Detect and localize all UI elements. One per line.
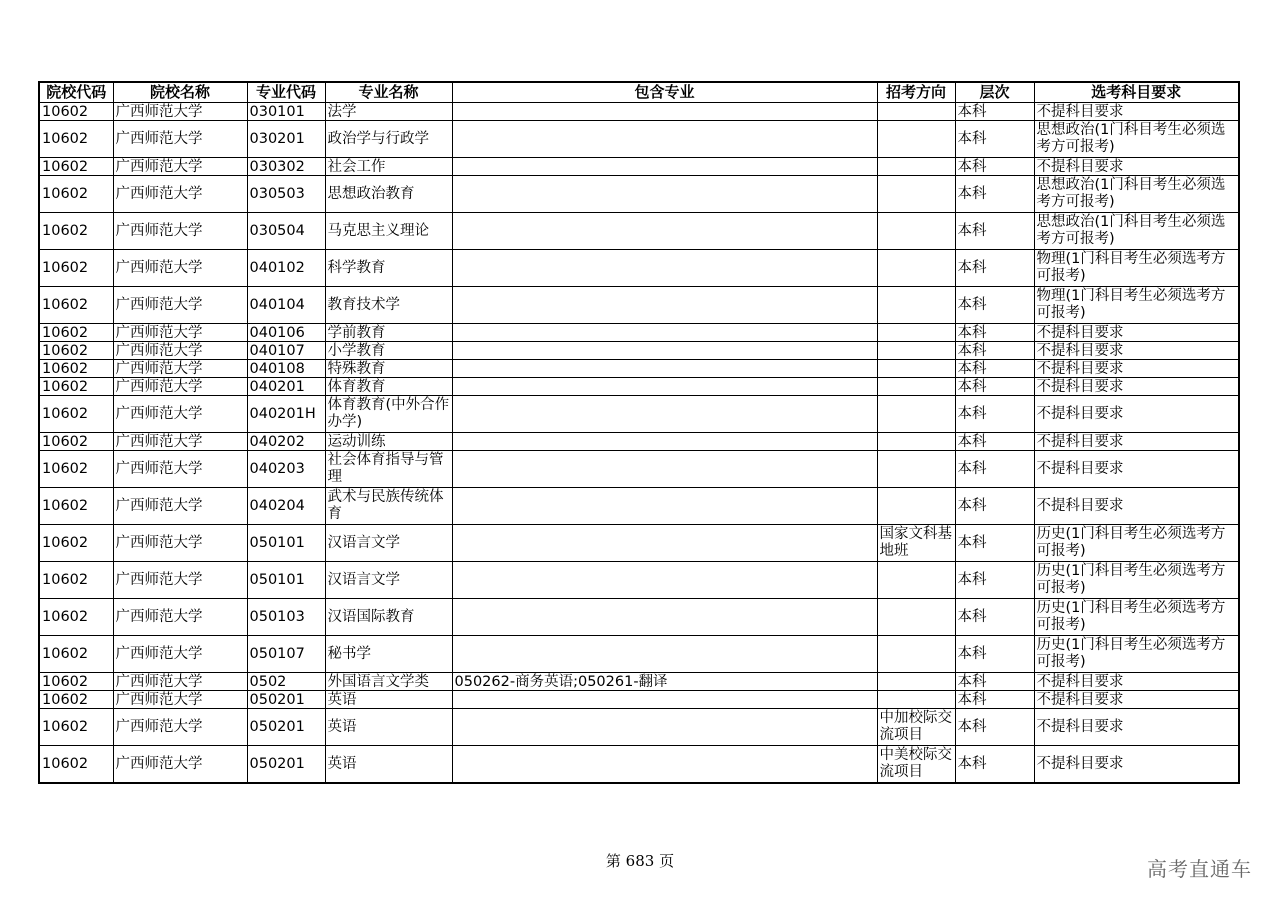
cell-direction: 中美校际交流项目 [877,746,955,784]
cell-major-code: 040204 [247,488,325,525]
cell-level: 本科 [955,396,1034,433]
cell-subject-requirement: 不提科目要求 [1034,451,1239,488]
cell-school-name: 广西师范大学 [113,488,247,525]
cell-subject-requirement: 不提科目要求 [1034,324,1239,342]
cell-major-code: 030503 [247,176,325,213]
cell-school-code: 10602 [39,103,113,121]
header-major-code: 专业代码 [247,82,325,103]
cell-included-majors [452,158,877,176]
cell-school-code: 10602 [39,158,113,176]
cell-included-majors [452,324,877,342]
cell-school-name: 广西师范大学 [113,158,247,176]
cell-major-name: 政治学与行政学 [325,121,452,158]
header-school-name: 院校名称 [113,82,247,103]
cell-direction [877,250,955,287]
cell-school-code: 10602 [39,213,113,250]
cell-major-code: 050201 [247,709,325,746]
cell-major-name: 马克思主义理论 [325,213,452,250]
cell-direction [877,176,955,213]
cell-major-code: 040108 [247,360,325,378]
table-row [39,250,1239,287]
cell-direction [877,488,955,525]
cell-included-majors [452,599,877,636]
table-row [39,396,1239,433]
cell-school-name: 广西师范大学 [113,599,247,636]
cell-level: 本科 [955,691,1034,709]
cell-included-majors [452,396,877,433]
header-direction: 招考方向 [877,82,955,103]
cell-level: 本科 [955,709,1034,746]
table-row [39,324,1239,342]
cell-school-name: 广西师范大学 [113,525,247,562]
table-row [39,158,1239,176]
header-subject-requirement: 选考科目要求 [1034,82,1239,103]
table-row [39,103,1239,121]
cell-school-name: 广西师范大学 [113,342,247,360]
cell-major-name: 武术与民族传统体育 [325,488,452,525]
cell-subject-requirement: 思想政治(1门科目考生必须选考方可报考) [1034,121,1239,158]
cell-included-majors [452,525,877,562]
table-row [39,636,1239,673]
cell-included-majors [452,121,877,158]
cell-level: 本科 [955,673,1034,691]
cell-level: 本科 [955,342,1034,360]
cell-major-name: 特殊教育 [325,360,452,378]
cell-direction: 中加校际交流项目 [877,709,955,746]
cell-included-majors [452,691,877,709]
cell-school-name: 广西师范大学 [113,287,247,324]
cell-major-name: 社会体育指导与管理 [325,451,452,488]
cell-school-code: 10602 [39,121,113,158]
cell-direction [877,287,955,324]
cell-level: 本科 [955,324,1034,342]
cell-school-code: 10602 [39,636,113,673]
cell-direction [877,213,955,250]
cell-direction: 国家文科基地班 [877,525,955,562]
cell-direction [877,599,955,636]
cell-direction [877,158,955,176]
cell-school-name: 广西师范大学 [113,213,247,250]
cell-school-code: 10602 [39,342,113,360]
cell-school-name: 广西师范大学 [113,378,247,396]
cell-school-name: 广西师范大学 [113,121,247,158]
cell-major-code: 040202 [247,433,325,451]
cell-major-name: 外国语言文学类 [325,673,452,691]
cell-included-majors [452,250,877,287]
cell-direction [877,324,955,342]
cell-major-code: 030302 [247,158,325,176]
cell-major-name: 英语 [325,709,452,746]
cell-school-code: 10602 [39,433,113,451]
cell-school-code: 10602 [39,691,113,709]
cell-school-code: 10602 [39,709,113,746]
cell-subject-requirement: 不提科目要求 [1034,396,1239,433]
table-row [39,360,1239,378]
cell-major-name: 汉语国际教育 [325,599,452,636]
cell-level: 本科 [955,250,1034,287]
cell-direction [877,451,955,488]
cell-school-name: 广西师范大学 [113,636,247,673]
header-major-name: 专业名称 [325,82,452,103]
cell-school-name: 广西师范大学 [113,433,247,451]
cell-level: 本科 [955,360,1034,378]
cell-level: 本科 [955,488,1034,525]
cell-direction [877,433,955,451]
cell-major-code: 0502 [247,673,325,691]
header-level: 层次 [955,82,1034,103]
cell-included-majors [452,562,877,599]
cell-major-name: 思想政治教育 [325,176,452,213]
cell-school-name: 广西师范大学 [113,360,247,378]
cell-subject-requirement: 物理(1门科目考生必须选考方可报考) [1034,287,1239,324]
cell-included-majors [452,433,877,451]
table-row [39,746,1239,784]
cell-level: 本科 [955,287,1034,324]
cell-level: 本科 [955,103,1034,121]
cell-direction [877,562,955,599]
cell-major-name: 秘书学 [325,636,452,673]
cell-direction [877,396,955,433]
table-row [39,342,1239,360]
cell-direction [877,103,955,121]
cell-included-majors: 050262-商务英语;050261-翻译 [452,673,877,691]
table-row [39,691,1239,709]
cell-direction [877,691,955,709]
table-row [39,451,1239,488]
table-row [39,121,1239,158]
cell-subject-requirement: 历史(1门科目考生必须选考方可报考) [1034,562,1239,599]
cell-major-code: 050103 [247,599,325,636]
cell-level: 本科 [955,433,1034,451]
cell-subject-requirement: 不提科目要求 [1034,673,1239,691]
cell-level: 本科 [955,746,1034,784]
cell-school-code: 10602 [39,324,113,342]
cell-major-name: 学前教育 [325,324,452,342]
table-row [39,176,1239,213]
cell-school-code: 10602 [39,562,113,599]
cell-subject-requirement: 历史(1门科目考生必须选考方可报考) [1034,525,1239,562]
header-school-code: 院校代码 [39,82,113,103]
cell-school-code: 10602 [39,746,113,784]
cell-major-name: 科学教育 [325,250,452,287]
cell-major-name: 小学教育 [325,342,452,360]
cell-major-name: 英语 [325,691,452,709]
cell-level: 本科 [955,121,1034,158]
table-row [39,709,1239,746]
cell-direction [877,342,955,360]
table-row [39,488,1239,525]
table-body [39,103,1239,784]
cell-major-code: 040107 [247,342,325,360]
cell-major-code: 030101 [247,103,325,121]
cell-school-code: 10602 [39,673,113,691]
cell-major-name: 社会工作 [325,158,452,176]
cell-level: 本科 [955,176,1034,213]
cell-level: 本科 [955,158,1034,176]
cell-major-code: 040201 [247,378,325,396]
cell-included-majors [452,488,877,525]
cell-school-name: 广西师范大学 [113,176,247,213]
cell-school-code: 10602 [39,176,113,213]
cell-included-majors [452,709,877,746]
cell-subject-requirement: 不提科目要求 [1034,360,1239,378]
cell-included-majors [452,378,877,396]
cell-subject-requirement: 不提科目要求 [1034,488,1239,525]
cell-included-majors [452,451,877,488]
cell-major-code: 050101 [247,525,325,562]
cell-major-name: 体育教育 [325,378,452,396]
page-number: 第 683 页 [605,852,675,870]
cell-level: 本科 [955,599,1034,636]
cell-school-name: 广西师范大学 [113,250,247,287]
cell-included-majors [452,360,877,378]
header-row [39,82,1239,103]
cell-major-name: 教育技术学 [325,287,452,324]
cell-subject-requirement: 物理(1门科目考生必须选考方可报考) [1034,250,1239,287]
cell-level: 本科 [955,451,1034,488]
cell-included-majors [452,213,877,250]
cell-level: 本科 [955,525,1034,562]
table-row [39,599,1239,636]
table-row [39,433,1239,451]
cell-subject-requirement: 不提科目要求 [1034,158,1239,176]
cell-school-code: 10602 [39,360,113,378]
cell-subject-requirement: 不提科目要求 [1034,433,1239,451]
cell-level: 本科 [955,378,1034,396]
cell-level: 本科 [955,636,1034,673]
table-row [39,673,1239,691]
cell-major-code: 050201 [247,746,325,784]
cell-major-code: 030201 [247,121,325,158]
cell-school-code: 10602 [39,396,113,433]
cell-included-majors [452,342,877,360]
cell-subject-requirement: 不提科目要求 [1034,709,1239,746]
cell-included-majors [452,287,877,324]
cell-included-majors [452,103,877,121]
admission-table [38,81,1240,784]
cell-school-name: 广西师范大学 [113,691,247,709]
cell-major-code: 040203 [247,451,325,488]
cell-school-name: 广西师范大学 [113,396,247,433]
cell-direction [877,673,955,691]
cell-direction [877,121,955,158]
cell-included-majors [452,746,877,784]
cell-major-name: 运动训练 [325,433,452,451]
cell-subject-requirement: 不提科目要求 [1034,103,1239,121]
cell-school-name: 广西师范大学 [113,746,247,784]
cell-subject-requirement: 思想政治(1门科目考生必须选考方可报考) [1034,176,1239,213]
cell-subject-requirement: 不提科目要求 [1034,378,1239,396]
cell-level: 本科 [955,562,1034,599]
cell-major-code: 030504 [247,213,325,250]
cell-school-code: 10602 [39,488,113,525]
cell-major-code: 050107 [247,636,325,673]
cell-major-name: 法学 [325,103,452,121]
cell-major-code: 040102 [247,250,325,287]
table-row [39,562,1239,599]
cell-major-name: 体育教育(中外合作办学) [325,396,452,433]
table-row [39,213,1239,250]
cell-included-majors [452,176,877,213]
cell-level: 本科 [955,213,1034,250]
cell-major-code: 050201 [247,691,325,709]
cell-major-code: 040104 [247,287,325,324]
cell-subject-requirement: 思想政治(1门科目考生必须选考方可报考) [1034,213,1239,250]
cell-school-code: 10602 [39,525,113,562]
cell-school-name: 广西师范大学 [113,562,247,599]
cell-subject-requirement: 不提科目要求 [1034,342,1239,360]
cell-school-name: 广西师范大学 [113,324,247,342]
cell-major-code: 040106 [247,324,325,342]
cell-school-name: 广西师范大学 [113,709,247,746]
cell-major-name: 汉语言文学 [325,525,452,562]
cell-major-code: 040201H [247,396,325,433]
table-row [39,287,1239,324]
cell-direction [877,636,955,673]
cell-subject-requirement: 不提科目要求 [1034,691,1239,709]
cell-school-code: 10602 [39,599,113,636]
cell-school-name: 广西师范大学 [113,451,247,488]
cell-subject-requirement: 历史(1门科目考生必须选考方可报考) [1034,599,1239,636]
table-row [39,378,1239,396]
cell-school-name: 广西师范大学 [113,673,247,691]
cell-major-name: 汉语言文学 [325,562,452,599]
cell-direction [877,360,955,378]
cell-direction [877,378,955,396]
cell-included-majors [452,636,877,673]
cell-school-code: 10602 [39,287,113,324]
cell-major-name: 英语 [325,746,452,784]
cell-school-code: 10602 [39,451,113,488]
cell-major-code: 050101 [247,562,325,599]
header-included-majors: 包含专业 [452,82,877,103]
table-row [39,525,1239,562]
cell-school-code: 10602 [39,378,113,396]
cell-school-name: 广西师范大学 [113,103,247,121]
cell-subject-requirement: 不提科目要求 [1034,746,1239,784]
cell-school-code: 10602 [39,250,113,287]
watermark: 高考直通车 [1147,857,1252,881]
cell-subject-requirement: 历史(1门科目考生必须选考方可报考) [1034,636,1239,673]
